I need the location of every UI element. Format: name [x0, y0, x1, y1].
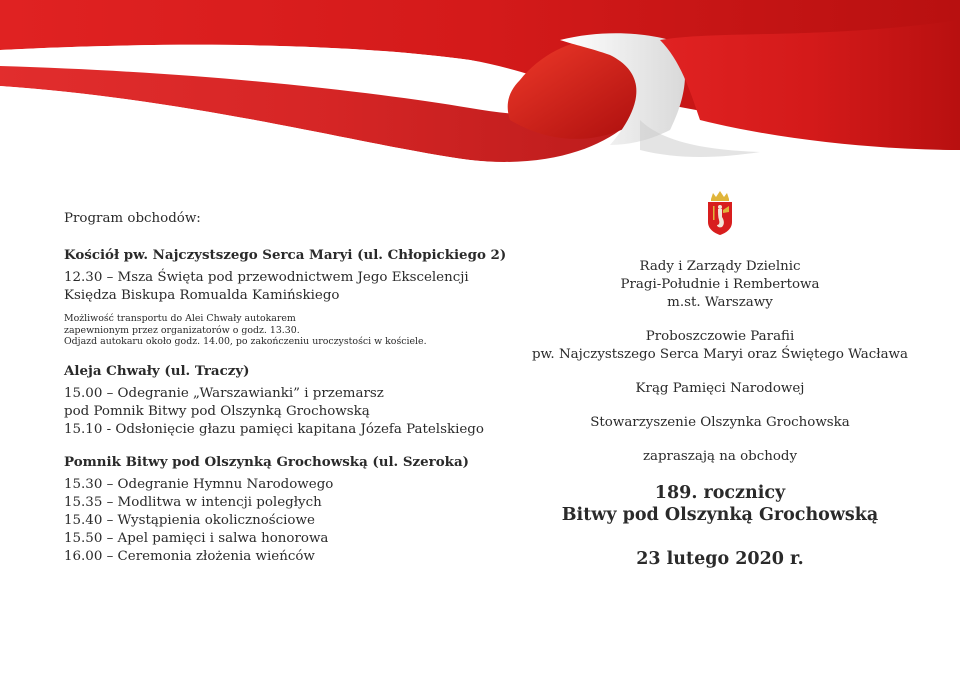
program-section-monument [64, 453, 469, 566]
event-date: 23 lutego 2020 r. [636, 549, 804, 569]
program-line: 15.00 – Odegranie „Warszawianki” i przemarsz [64, 385, 384, 401]
host-line: Rady i Zarządy Dzielnic [639, 259, 801, 274]
host-line: pw. Najczystszego Serca Maryi oraz Świętego Wacława [531, 347, 908, 362]
host-association [520, 414, 920, 432]
program-section-aleja [64, 362, 484, 439]
program-line: 15.50 – Apel pamięci i salwa honorowa [64, 530, 329, 546]
section-title: Pomnik Bitwy pod Olszynką Grochowską (ul. Szeroka) [64, 453, 469, 470]
host-line: Pragi-Południe i Rembertowa [620, 277, 820, 292]
host-line: Proboszczowie Parafii [645, 329, 795, 344]
host-parishes [520, 328, 920, 364]
invite-text: zapraszają na obchody [642, 449, 798, 464]
program-line: 16.00 – Ceremonia złożenia wieńców [64, 548, 315, 564]
note-line: Możliwość transportu do Alei Chwały autokarem [64, 313, 296, 324]
host-line: Stowarzyszenie Olszynka Grochowska [590, 415, 850, 430]
program-line: 15.40 – Wystąpienia okolicznościowe [64, 512, 315, 528]
event-title-line2: Bitwy pod Olszynką Grochowską [561, 505, 879, 525]
invitation-column [520, 190, 920, 570]
program-column [64, 210, 507, 580]
host-councils [520, 258, 920, 312]
flag-ribbon-banner [0, 0, 960, 200]
note-line: zapewnionym przez organizatorów o godz. 13.30. [64, 324, 300, 336]
transport-note [64, 313, 464, 348]
host-line: m.st. Warszawy [667, 295, 773, 310]
program-line: 12.30 – Msza Święta pod przewodnictwem Jego Ekscelencji [64, 270, 469, 285]
program-heading: Program obchodów: [64, 211, 201, 226]
host-krag [520, 380, 920, 398]
note-line: Odjazd autokaru około godz. 14.00, po zakończeniu uroczystości w kościele. [64, 336, 427, 348]
program-line: 15.10 - Odsłonięcie głazu pamięci kapitana Józefa Patelskiego [64, 421, 484, 437]
host-line: Krąg Pamięci Narodowej [635, 381, 805, 396]
section-title: Kościół pw. Najczystszego Serca Maryi (ul. Chłopickiego 2) [64, 247, 507, 263]
event-title-line1: 189. rocznicy [654, 483, 786, 503]
event-title [520, 482, 920, 526]
program-line: Księdza Biskupa Romualda Kamińskiego [64, 288, 340, 303]
program-line: 15.35 – Modlitwa w intencji poległych [64, 494, 322, 510]
program-line: 15.30 – Odegranie Hymnu Narodowego [64, 476, 334, 492]
section-title: Aleja Chwały (ul. Traczy) [64, 362, 250, 379]
program-section-church [64, 246, 507, 348]
warsaw-coat-of-arms-icon [705, 190, 735, 236]
program-line: pod Pomnik Bitwy pod Olszynką Grochowską [64, 403, 370, 419]
